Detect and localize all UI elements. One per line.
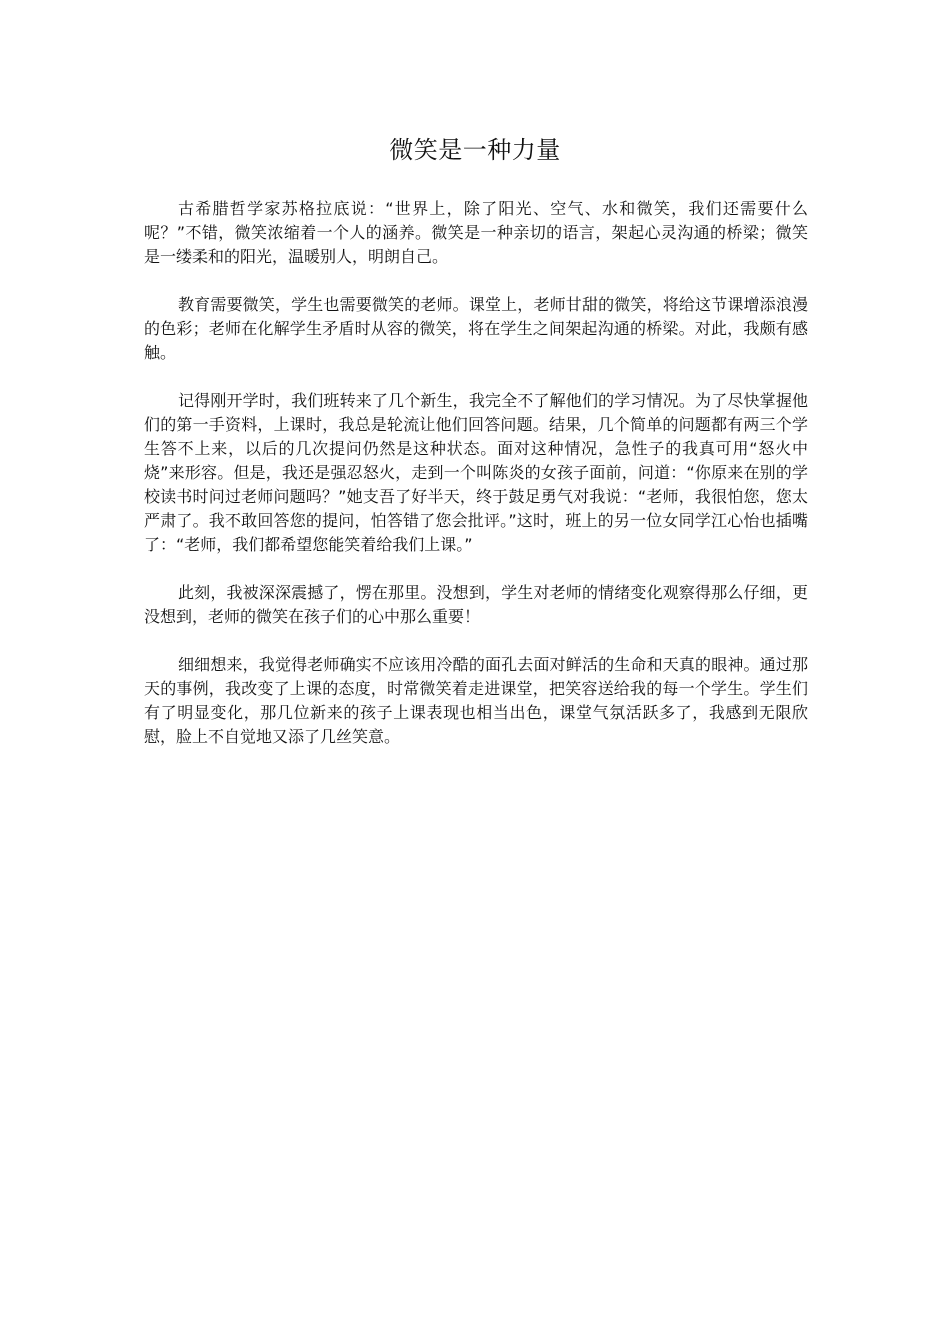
paragraph: 此刻，我被深深震撼了，愣在那里。没想到，学生对老师的情绪变化观察得那么仔细，更没想到，老师的微笑在孩子们的心中那么重要！ <box>144 583 808 626</box>
paragraph: 细细想来，我觉得老师确实不应该用冷酷的面孔去面对鲜活的生命和天真的眼神。通过那天的事例，我改变了上课的态度，时常微笑着走进课堂，把笑容送给我的每一个学生。学生们有了明显变化，那几位新来的孩子上课表现也相当出色，课堂气氛活跃多了，我感到无限欣慰，脸上不自觉地又添了几丝笑意。 <box>144 655 808 746</box>
paragraph: 记得刚开学时，我们班转来了几个新生，我完全不了解他们的学习情况。为了尽快掌握他们的第一手资料，上课时，我总是轮流让他们回答问题。结果，几个简单的问题都有两三个学生答不上来，以后的几次提问仍然是这种状态。面对这种情况，急性子的我真可用“怒火中烧”来形容。但是，我还是强忍怒火，走到一个叫陈炎的女孩子面前，问道：“你原来在别的学校读书时问过老师问题吗？”她支吾了好半天，终于鼓足勇气对我说：“老师，我很怕您，您太严肃了。我不敢回答您的提问，怕答错了您会批评。”这时，班上的另一位女同学江心怡也插嘴了：“老师，我们都希望您能笑着给我们上课。” <box>144 391 808 554</box>
document-body <box>144 197 808 773</box>
paragraph: 教育需要微笑，学生也需要微笑的老师。课堂上，老师甘甜的微笑，将给这节课增添浪漫的色彩；老师在化解学生矛盾时从容的微笑，将在学生之间架起沟通的桥梁。对此，我颇有感触。 <box>144 295 808 362</box>
paragraph: 古希腊哲学家苏格拉底说：“世界上，除了阳光、空气、水和微笑，我们还需要什么呢？”不错，微笑浓缩着一个人的涵养。微笑是一种亲切的语言，架起心灵沟通的桥梁；微笑是一缕柔和的阳光，温暖别人，明朗自己。 <box>144 199 808 266</box>
document-title: 微笑是一种力量 <box>389 136 561 164</box>
